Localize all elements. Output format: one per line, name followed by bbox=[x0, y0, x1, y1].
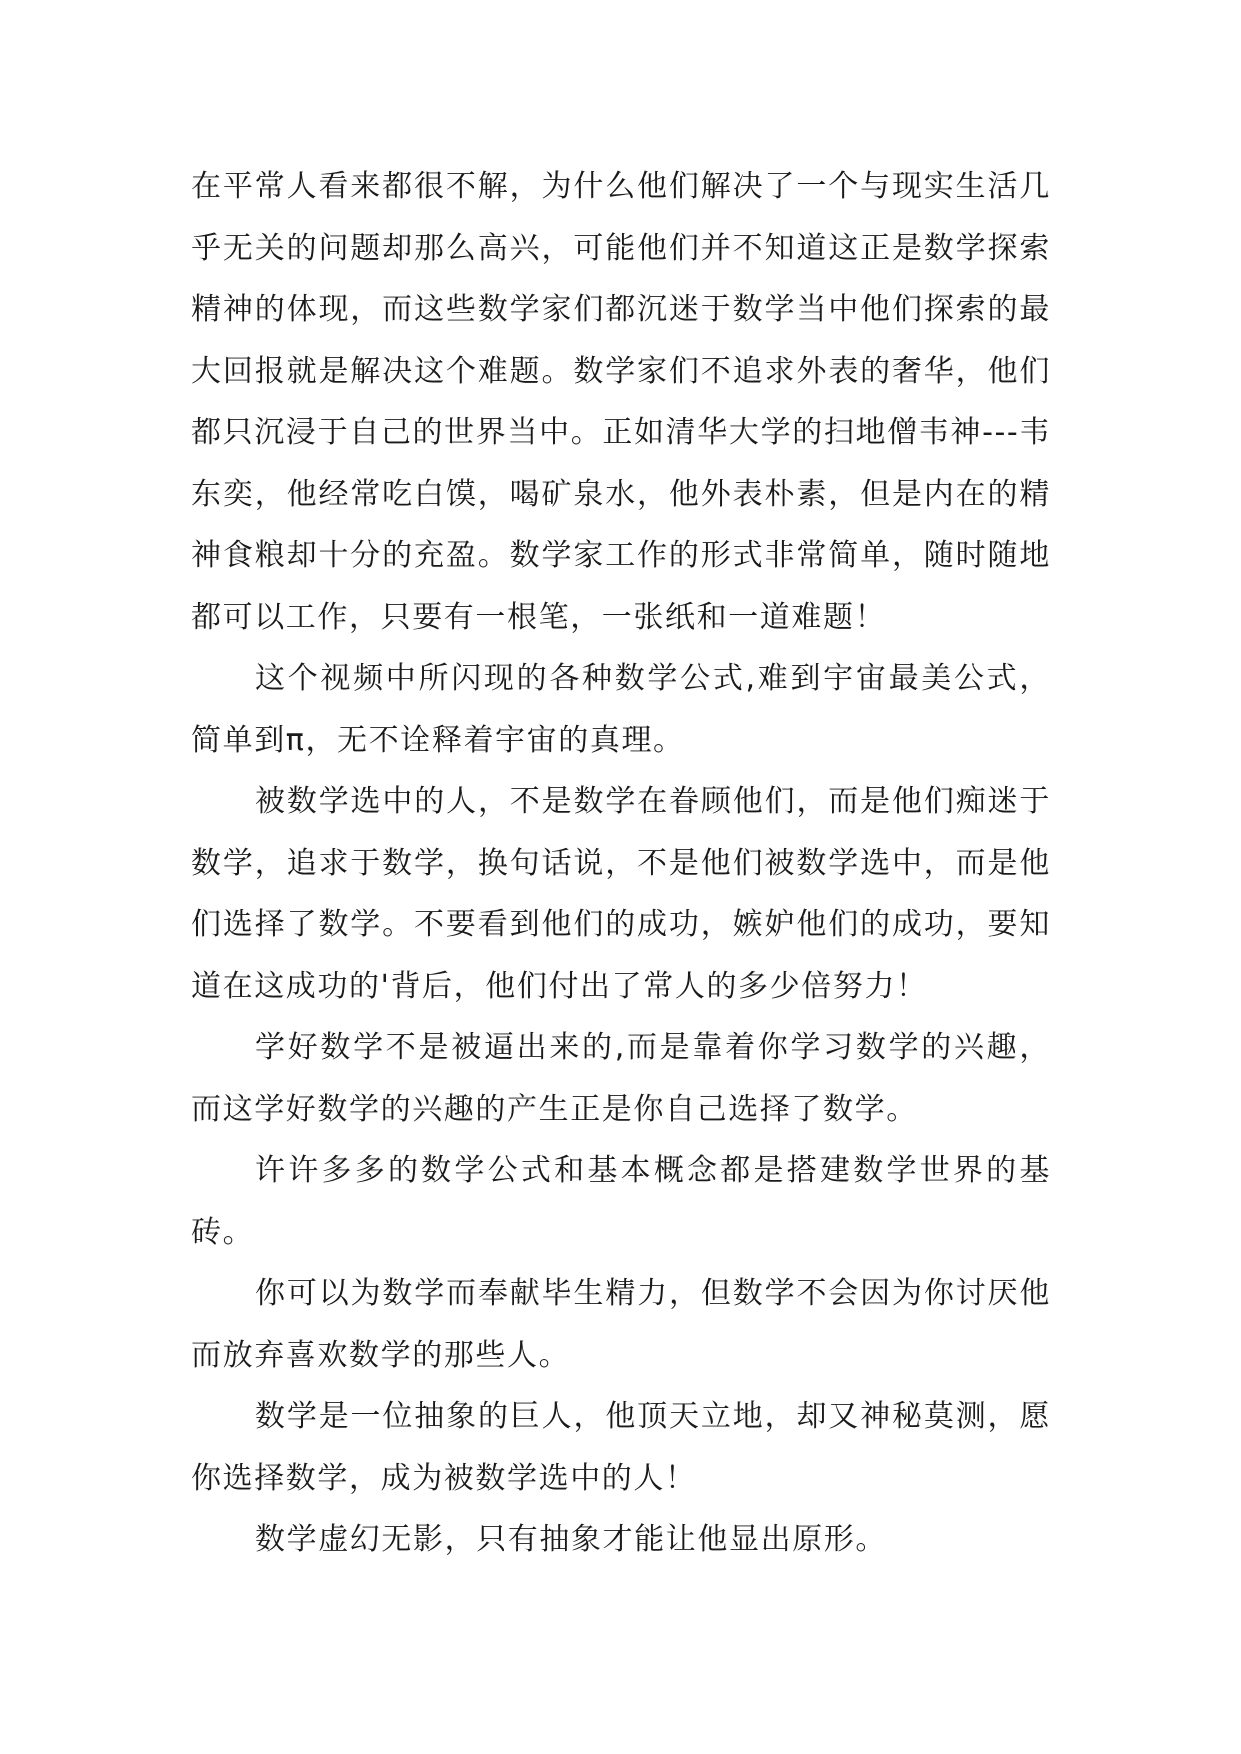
paragraph-video-formulas: 这个视频中所闪现的各种数学公式,难到宇宙最美公式，简单到π，无不诠释着宇宙的真理。 bbox=[191, 661, 1051, 758]
paragraph-formulas-bricks: 许许多多的数学公式和基本概念都是搭建数学世界的基砖。 bbox=[191, 1153, 1051, 1250]
document-body bbox=[191, 156, 1051, 1571]
paragraph-abstraction: 数学虚幻无影，只有抽象才能让他显出原形。 bbox=[255, 1522, 887, 1557]
paragraph-chosen-by-math: 被数学选中的人，不是数学在眷顾他们，而是他们痴迷于数学，追求于数学，换句话说，不是他们被数学选中，而是他们选择了数学。不要看到他们的成功，嫉妒他们的成功，要知道在这成功的'背后，他们付出了常人的多少倍努力！ bbox=[191, 784, 1051, 1004]
paragraph-giant: 数学是一位抽象的巨人，他顶天立地，却又神秘莫测，愿你选择数学，成为被数学选中的人！ bbox=[191, 1399, 1051, 1496]
paragraph-continuation: 在平常人看来都很不解，为什么他们解决了一个与现实生活几乎无关的问题却那么高兴，可能他们并不知道这正是数学探索精神的体现，而这些数学家们都沉迷于数学当中他们探索的最大回报就是解决这个难题。数学家们不追求外表的奢华，他们都只沉浸于自己的世界当中。正如清华大学的扫地僧韦神---韦东奕，他经常吃白馍，喝矿泉水，他外表朴素，但是内在的精神食粮却十分的充盈。数学家工作的形式非常简单，随时随地都可以工作，只要有一根笔，一张纸和一道难题！ bbox=[191, 169, 1051, 635]
paragraph-devotion: 你可以为数学而奉献毕生精力，但数学不会因为你讨厌他而放弃喜欢数学的那些人。 bbox=[191, 1276, 1051, 1373]
paragraph-interest: 学好数学不是被逼出来的,而是靠着你学习数学的兴趣，而这学好数学的兴趣的产生正是你自己选择了数学。 bbox=[191, 1030, 1051, 1127]
